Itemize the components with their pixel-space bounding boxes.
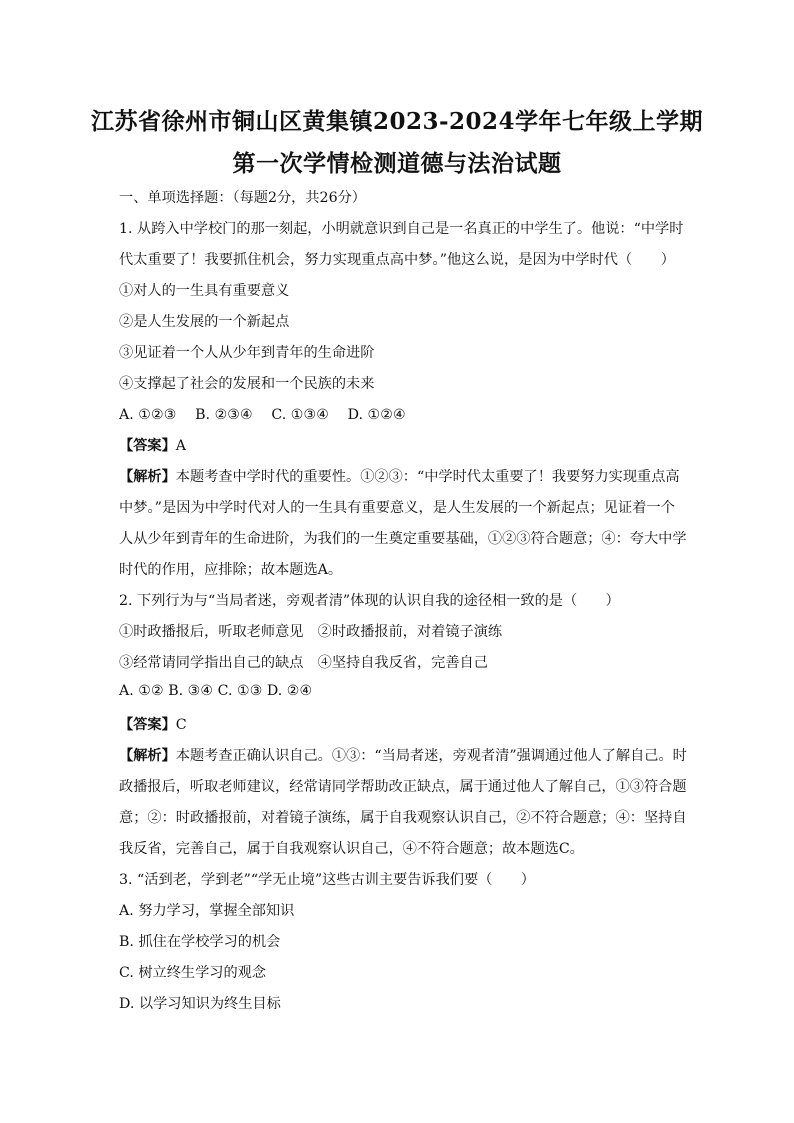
q2-analysis-line-1 [119,745,687,765]
q2-options: A. ①② B. ③④ C. ①③ D. ②④ [119,683,313,699]
answer-value: A [175,438,187,454]
section-heading: 一、单项选择题：（每题2分，共26分） [119,190,366,206]
q2-analysis-line-4: 我反省，完善自己，属于自我观察认识自己，④不符合题意；故本题选C。 [119,841,584,857]
doc-title-line-2: 第一次学情检测道德与法治试题 [232,150,562,177]
analysis-text: 本题考查中学时代的重要性。①②③：“中学时代太重要了！我要努力实现重点高 [175,469,680,485]
q1-analysis-line-4: 时代的作用，应排除；故本题选A。 [119,562,343,578]
q2-stem: 2. 下列行为与“当局者迷，旁观者清”体现的认识自我的途径相一致的是（ ） [119,593,620,609]
q1-answer [119,435,186,455]
q1-stem-line-2: 代太重要了！我要抓住机会，努力实现重点高中梦。”他这么说，是因为中学时代（ ） [119,252,675,268]
doc-title-line-1: 江苏省徐州市铜山区黄集镇2023-2024学年七年级上学期 [90,108,704,135]
q3-option-a: A. 努力学习，掌握全部知识 [119,903,295,919]
q1-options: A. ①②③ B. ②③④ C. ①③④ D. ①②④ [119,407,406,423]
q2-analysis-line-3: 意；②：时政播报前，对着镜子演练，属于自我观察认识自己，②不符合题意；④：坚持自 [119,810,687,826]
q3-option-d: D. 以学习知识为终生目标 [119,996,281,1012]
q3-stem: 3. “活到老，学到老”“学无止境”这些古训主要告诉我们要（ ） [119,872,535,888]
q2-items-line-2: ③经常请同学指出自己的缺点 ④坚持自我反省，完善自己 [119,655,488,671]
analysis-label: 【解析】 [119,748,176,764]
q3-option-b: B. 抓住在学校学习的机会 [119,934,281,950]
q1-item-3: ③见证着一个人从少年到青年的生命进阶 [119,345,375,361]
q1-analysis-line-1 [119,466,680,486]
answer-label: 【答案】 [119,438,176,454]
answer-label: 【答案】 [119,717,176,733]
q1-stem-line-1: 1. 从跨入中学校门的那一刻起，小明就意识到自己是一名真正的中学生了。他说：“中学时 [119,221,684,237]
analysis-text: 本题考查正确认识自己。①③：“当局者迷，旁观者清”强调通过他人了解自己。时 [175,748,687,764]
q1-item-2: ②是人生发展的一个新起点 [119,314,290,330]
q1-analysis-line-2: 中梦。”是因为中学时代对人的一生具有重要意义，是人生发展的一个新起点；见证着一个 [119,500,675,516]
answer-value: C [175,717,187,733]
q3-option-c: C. 树立终生学习的观念 [119,965,267,981]
analysis-label: 【解析】 [119,469,176,485]
q2-analysis-line-2: 政播报后，听取老师建议，经常请同学帮助改正缺点，属于通过他人了解自己，①③符合题 [119,779,687,795]
q1-item-1: ①对人的一生具有重要意义 [119,283,290,299]
q1-item-4: ④支撑起了社会的发展和一个民族的未来 [119,376,375,392]
q2-items-line-1: ①时政播报后，听取老师意见 ②时政播报前，对着镜子演练 [119,624,503,640]
q2-answer [119,714,187,734]
q1-analysis-line-3: 人从少年到青年的生命进阶，为我们的一生奠定重要基础，①②③符合题意；④：夸大中学 [119,531,687,547]
